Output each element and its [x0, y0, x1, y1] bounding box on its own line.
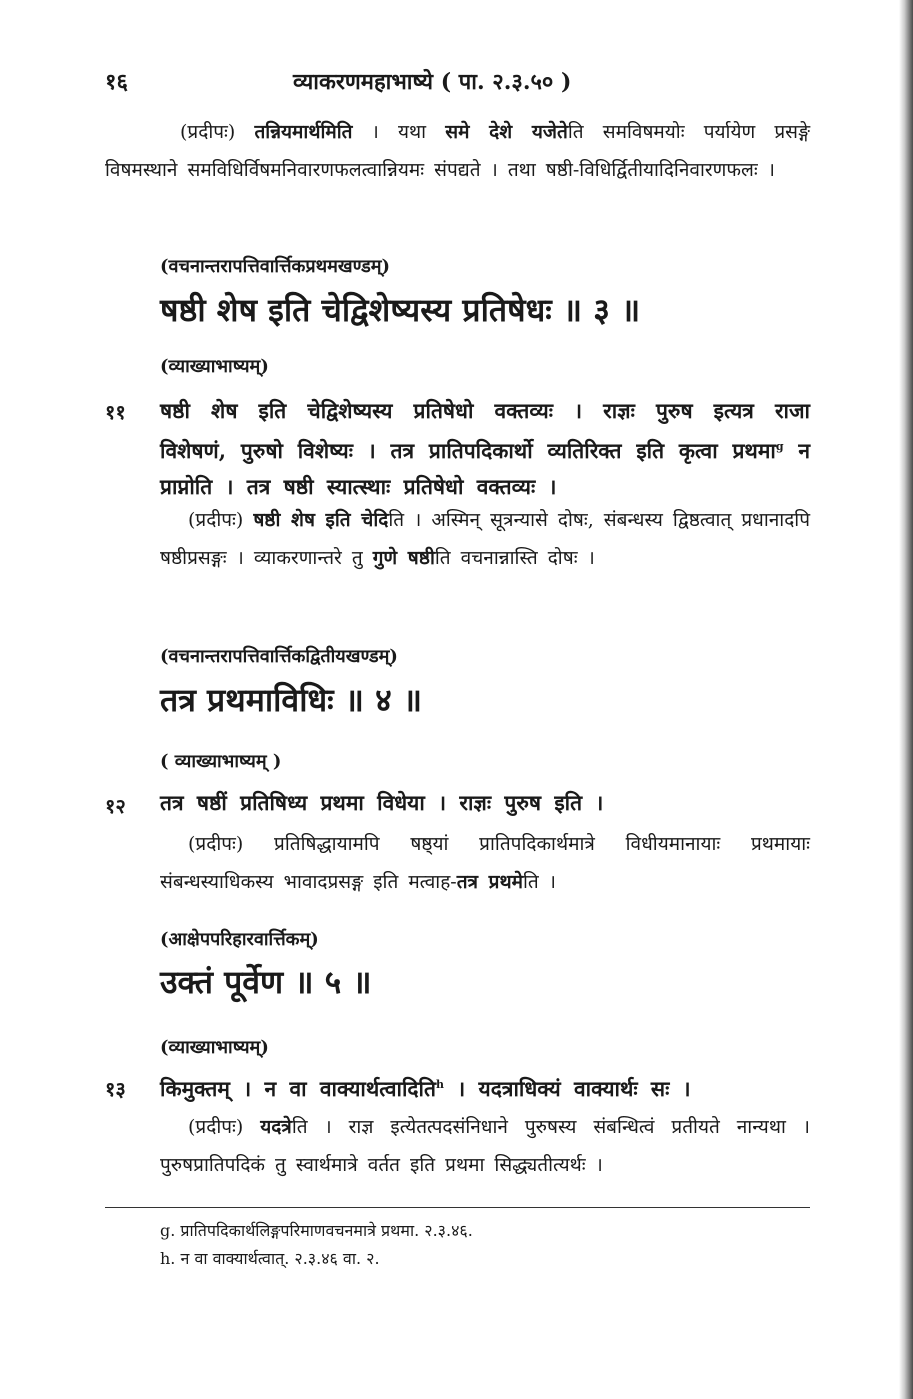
pradipa-text: । यथा [371, 121, 427, 143]
pradipa-label: (प्रदीपः) [188, 833, 244, 855]
pradipa-text-cont: ति । [522, 871, 556, 893]
section-label-akshepa: (आक्षेपपरिहारवार्त्तिकम्) [160, 929, 319, 950]
footnote-ref-g: g [775, 440, 784, 453]
vartika-4: तत्र प्रथमाविधिः ॥ ४ ॥ [160, 681, 423, 719]
page-header [105, 64, 665, 98]
bhashya-paragraph-12: तत्र षष्ठीं प्रतिषिध्य प्रथमा विधेया । राज्ञः पुरुष इति । [160, 790, 604, 815]
pradipa-text-cont: ति वचनान्नास्ति दोषः । [434, 547, 595, 569]
page-number: १६ [105, 69, 128, 95]
pradipa-text-cont: ति समविषमयोः पर्यायेण प्रसङ्गे विषमस्थाने समविधिर्विषमनिवारणफलत्वान्नियमः संपद्यते । तथा षष्ठी-विधिर्द्वितीयादिनिवारणफलः । [105, 121, 811, 181]
pradipa-lemma: यदत्रे [260, 1116, 292, 1138]
section-label-bhashya-2: ( व्याख्याभाष्यम् ) [160, 751, 282, 772]
footnote-divider [105, 1207, 810, 1208]
pradipa-text: प्रतिषिद्धायामपि षष्ठ्यां प्रातिपदिकार्थमात्रे विधीयमानायाः प्रथमायाः संबन्धस्याधिकस्य भावादप्रसङ्ग इति मत्वाह- [160, 833, 810, 893]
running-title: व्याकरणमहाभाष्ये ( पा. २.३.५० ) [293, 69, 572, 95]
footnote-ref-h: h [435, 1078, 444, 1091]
line-number-12: १२ [105, 794, 126, 818]
section-label-vartika-2: (वचनान्तरापत्तिवार्त्तिकद्वितीयखण्डम्) [160, 646, 398, 667]
pradipa-paragraph-11 [160, 501, 810, 577]
pradipa-emphasis: समे देशे यजेते [445, 121, 568, 143]
vartika-5: उक्तं पूर्वेण ॥ ५ ॥ [160, 963, 372, 1001]
footnote-h: h. न वा वाक्यार्थत्वात्. २.३.४६ वा. २. [160, 1249, 380, 1268]
pradipa-lemma: तन्नियमार्थमिति [254, 121, 353, 143]
pradipa-text: ति । राज्ञ इत्येतत्पदसंनिधाने पुरुषस्य संबन्धित्वं प्रतीयते नान्यथा । पुरुषप्रातिपदिकं तु स्वार्थमात्रे वर्तत इति प्रथमा सिद्ध्यतीत्यर्थः । [160, 1116, 810, 1176]
footnote-g: g. प्रातिपदिकार्थलिङ्गपरिमाणवचनमात्रे प्रथमा. २.३.४६. [160, 1221, 473, 1240]
scan-page-edge [899, 0, 913, 1399]
pradipa-paragraph-12 [160, 825, 810, 901]
pradipa-emphasis: गुणे षष्ठी [372, 547, 435, 569]
pradipa-paragraph-13 [160, 1108, 810, 1184]
bhashya-text-cont: न प्राप्नोति । तत्र षष्ठी स्यात्स्थाः प्रतिषेधो वक्तव्यः । [160, 438, 810, 499]
pradipa-text: ति । अस्मिन् सूत्रन्यासे दोषः, संबन्धस्य द्विष्ठत्वात् प्रधानादपि षष्ठीप्रसङ्गः । व्याकरणान्तरे तु [160, 509, 811, 569]
pradipa-label: (प्रदीपः) [188, 1116, 244, 1138]
bhashya-text-cont: । यदत्राधिक्यं वाक्यार्थः सः । [443, 1076, 691, 1101]
pradipa-label: (प्रदीपः) [188, 509, 244, 531]
bhashya-text: षष्ठी शेष इति चेद्विशेष्यस्य प्रतिषेधो वक्तव्यः । राज्ञः पुरुष इत्यत्र राजा विशेषणं, पुरुषो विशेष्यः । तत्र प्रातिपदिकार्थो व्यतिरिक्त इति कृत्वा प्रथमा [160, 398, 810, 463]
pradipa-label: (प्रदीपः) [180, 121, 236, 143]
bhashya-text: किमुक्तम् । न वा वाक्यार्थत्वादिति [160, 1076, 436, 1101]
pradipa-lemma: षष्ठी शेष इति चेदि [253, 509, 389, 531]
section-label-vartika-1: (वचनान्तरापत्तिवार्त्तिकप्रथमखण्डम्) [160, 256, 391, 277]
bhashya-paragraph-11 [160, 393, 810, 505]
bhashya-paragraph-13 [160, 1067, 810, 1107]
section-label-bhashya-3: (व्याख्याभाष्यम्) [160, 1037, 269, 1058]
line-number-13: १३ [105, 1077, 126, 1101]
pradipa-paragraph-1 [105, 113, 810, 189]
line-number-11: ११ [105, 400, 126, 424]
section-label-bhashya-1: (व्याख्याभाष्यम्) [160, 356, 269, 377]
vartika-3: षष्ठी शेष इति चेद्विशेष्यस्य प्रतिषेधः ॥ ३ ॥ [160, 291, 641, 329]
pradipa-emphasis: तत्र प्रथमे [456, 871, 523, 893]
